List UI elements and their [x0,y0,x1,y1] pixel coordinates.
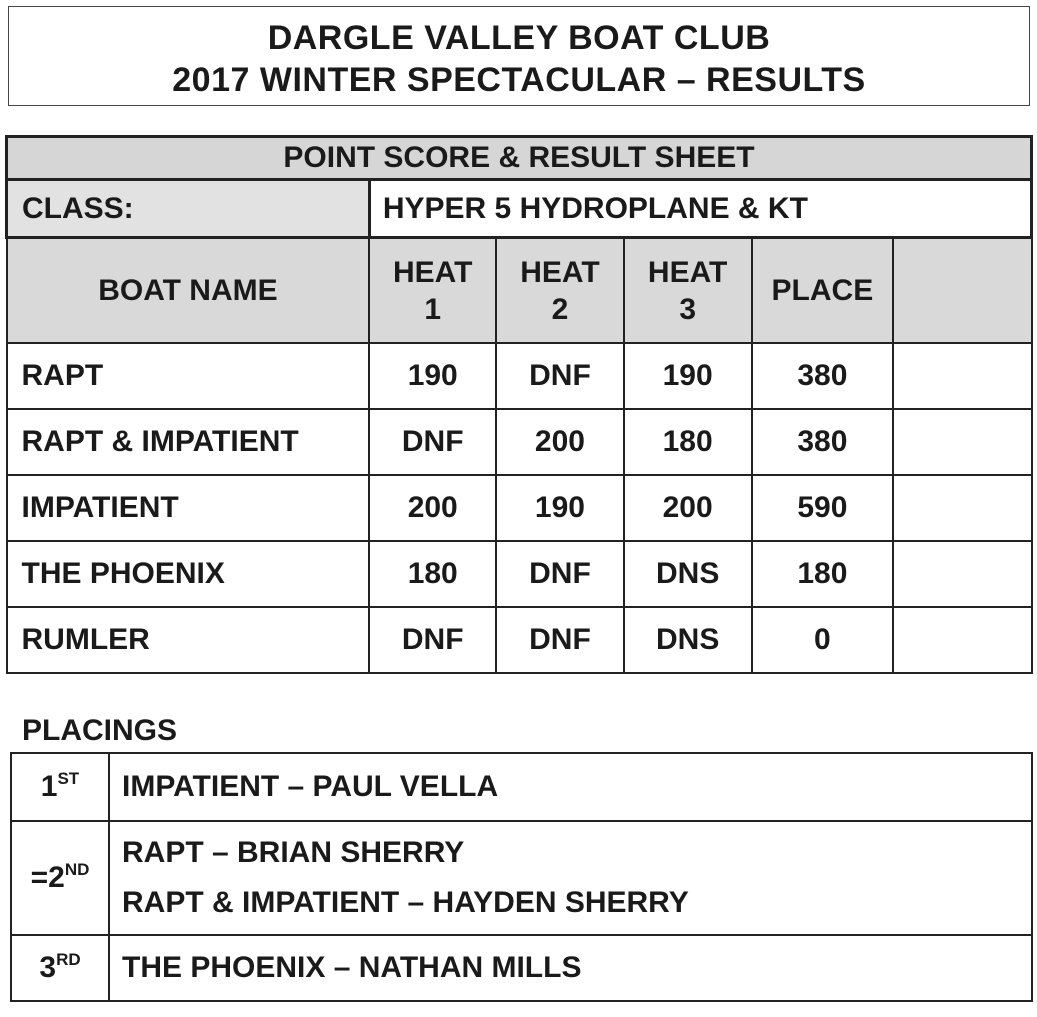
heat1-cell: DNF [369,409,496,475]
boat-name-cell: RAPT & IMPATIENT [7,409,370,475]
heat3-cell: DNS [624,541,752,607]
placing-rank: =2ND [11,821,109,935]
placing-rank: 3RD [11,935,109,1001]
heat3-cell: 190 [624,343,752,409]
heat3-cell: 200 [624,475,752,541]
table-row [7,475,1032,541]
placings-table [10,752,1033,1002]
heat1-cell: 190 [369,343,496,409]
placing-rank: 1ST [11,753,109,821]
sheet-title: POINT SCORE & RESULT SHEET [7,137,1032,180]
col-place: PLACE [752,238,894,344]
heat2-cell: DNF [496,343,624,409]
placing-entry: THE PHOENIX – NATHAN MILLS [109,935,1032,1001]
placing-row [11,753,1032,821]
table-row [7,607,1032,673]
place-cell: 0 [752,607,894,673]
placings-title: PLACINGS [22,714,178,747]
heat3-cell: 180 [624,409,752,475]
column-header-row [7,238,1032,344]
boat-name-cell: RUMLER [7,607,370,673]
class-value: HYPER 5 HYDROPLANE & KT [369,180,1031,238]
table-row [7,541,1032,607]
blank-cell [893,607,1031,673]
club-name: DARGLE VALLEY BOAT CLUB [267,19,771,57]
place-cell: 380 [752,343,894,409]
heat2-cell: DNF [496,607,624,673]
blank-cell [893,343,1031,409]
blank-cell [893,475,1031,541]
class-label: CLASS: [7,180,370,238]
col-heat-3: HEAT 3 [624,238,752,344]
table-row [7,343,1032,409]
heat1-cell: 200 [369,475,496,541]
placing-entry: RAPT – BRIAN SHERRY RAPT & IMPATIENT – HAYDEN SHERRY [109,821,1032,935]
col-boat-name: BOAT NAME [7,238,370,344]
placing-entry: IMPATIENT – PAUL VELLA [109,753,1032,821]
col-blank [893,238,1031,344]
heat2-cell: 200 [496,409,624,475]
heat2-cell: DNF [496,541,624,607]
placing-row [11,821,1032,935]
table-row [7,409,1032,475]
results-table [5,135,1033,674]
col-heat-2: HEAT 2 [496,238,624,344]
place-cell: 380 [752,409,894,475]
event-title: 2017 WINTER SPECTACULAR – RESULTS [172,61,866,99]
heat3-cell: DNS [624,607,752,673]
boat-name-cell: IMPATIENT [7,475,370,541]
document-header [8,6,1030,106]
col-heat-1: HEAT 1 [369,238,496,344]
place-cell: 590 [752,475,894,541]
heat1-cell: 180 [369,541,496,607]
boat-name-cell: THE PHOENIX [7,541,370,607]
blank-cell [893,409,1031,475]
place-cell: 180 [752,541,894,607]
heat2-cell: 190 [496,475,624,541]
placing-row [11,935,1032,1001]
blank-cell [893,541,1031,607]
heat1-cell: DNF [369,607,496,673]
boat-name-cell: RAPT [7,343,370,409]
